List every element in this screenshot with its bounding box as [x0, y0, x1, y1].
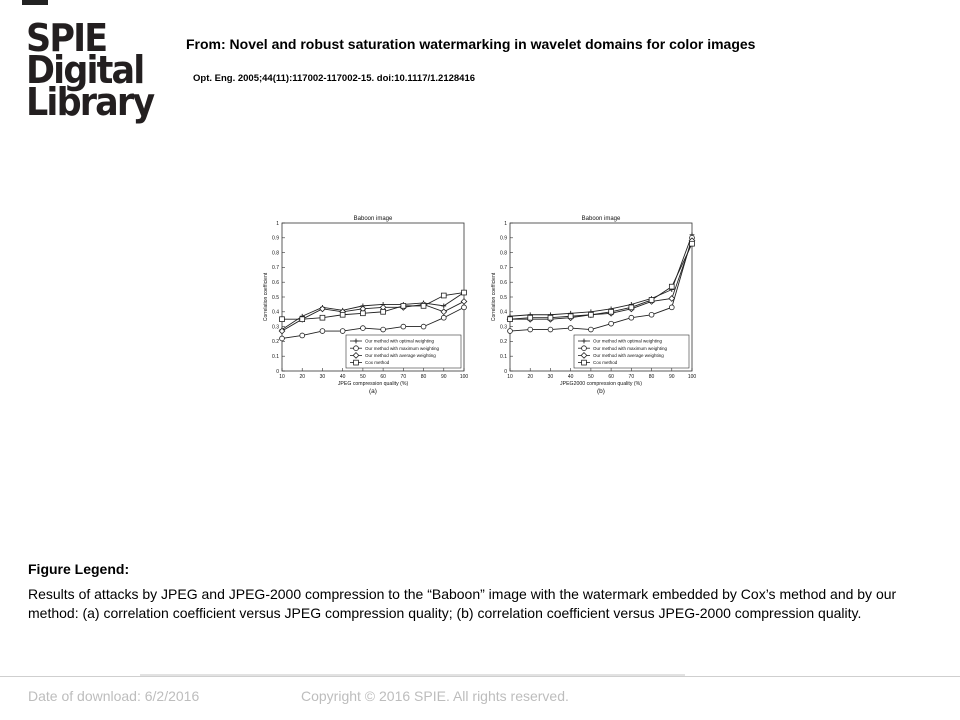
- panel-a-x-tick-label: 30: [319, 374, 326, 380]
- panel-b-y-tick-label: 0: [504, 368, 507, 375]
- logo-line-library: Library: [26, 80, 154, 124]
- download-date: Date of download: 6/2/2016: [28, 688, 200, 704]
- panel-a-data-point-square: [360, 311, 365, 316]
- panel-a-y-axis-label: Correlation coefficient: [263, 272, 269, 322]
- panel-b-x-tick-label: 70: [628, 374, 635, 380]
- panel-a-data-point-square: [401, 303, 406, 308]
- panel-b-x-tick-label: 80: [648, 374, 655, 380]
- panel-b-x-tick-label: 30: [547, 374, 554, 380]
- panel-a-data-point-square: [441, 293, 446, 298]
- copyright-notice: Copyright © 2016 SPIE. All rights reserved.: [301, 688, 569, 704]
- panel-b-data-point-circle: [528, 327, 533, 332]
- figure-legend-text: Results of attacks by JPEG and JPEG-2000 compression to the “Baboon” image with the watermark embedded by Cox’s method and by our method: (a) correlation coefficient versus JPEG compression quality; (b) correlation coefficient versus JPEG-2000 compression quality.: [28, 586, 897, 621]
- panel-b-data-point-square: [568, 314, 573, 319]
- panel-b-x-tick-label: 100: [687, 374, 697, 380]
- panel-b-legend-entry: Cox method: [593, 360, 618, 366]
- panel-a-x-tick-label: 10: [279, 374, 285, 380]
- panel-b-y-tick-label: 0.9: [500, 235, 507, 242]
- panel-b-data-point-square: [508, 317, 513, 322]
- panel-b-data-point-circle: [508, 329, 513, 334]
- panel-b-y-tick-label: 0.3: [500, 324, 507, 331]
- panel-a-x-tick-label: 60: [380, 374, 386, 380]
- panel-a-y-tick-label: 1: [276, 220, 279, 227]
- panel-a-data-point-circle: [340, 329, 345, 334]
- panel-a-chart-title: Baboon image: [353, 216, 393, 222]
- panel-b-y-tick-label: 0.4: [500, 309, 507, 316]
- panel-b-data-point-square: [588, 312, 593, 317]
- panel-b-x-tick-label: 20: [527, 374, 534, 380]
- figure-svg: [258, 210, 702, 400]
- panel-b-legend-entry: Our method with optimal weighting: [593, 338, 663, 344]
- top-accent-bar: [22, 0, 48, 5]
- panel-a-data-point-circle: [360, 326, 365, 331]
- panel-a-x-tick-label: 40: [339, 374, 346, 380]
- panel-a-data-point-square: [340, 312, 345, 317]
- panel-a-data-point-circle: [421, 324, 426, 329]
- panel-b-data-point-square: [609, 309, 614, 314]
- panel-a-data-point-square: [320, 315, 325, 320]
- panel-b-x-tick-label: 10: [507, 374, 513, 380]
- panel-a-legend-entry: Our method with maximum weighting: [365, 345, 440, 351]
- panel-b-data-point-circle: [588, 327, 593, 332]
- panel-b-data-point-square: [548, 315, 553, 320]
- panel-b-data-point-circle: [629, 315, 634, 320]
- panel-b-y-tick-label: 0.1: [500, 354, 507, 360]
- panel-a-data-point-circle: [381, 327, 386, 332]
- panel-b-legend-marker-circle: [582, 346, 587, 351]
- panel-b-data-point-square: [669, 284, 674, 289]
- panel-a-data-point-circle: [441, 315, 446, 320]
- panel-a-y-tick-label: 0: [276, 368, 279, 375]
- panel-b-data-point-square: [629, 305, 634, 310]
- panel-a-legend-entry: Cox method: [365, 360, 390, 366]
- panel-a-x-tick-label: 70: [400, 374, 407, 380]
- panel-a-y-tick-label: 0.5: [272, 294, 279, 301]
- panel-b-x-axis-label: JPEG2000 compression quality (%): [560, 381, 642, 387]
- panel-b-x-tick-label: 60: [608, 374, 614, 380]
- panel-a-legend-marker-square: [354, 360, 359, 365]
- panel-b-data-point-square: [649, 298, 654, 303]
- panel-b-x-tick-label: 90: [668, 374, 675, 380]
- panel-b-y-axis-label: Correlation coefficient: [491, 272, 497, 322]
- panel-a-legend-marker-circle: [354, 346, 359, 351]
- panel-a-data-point-square: [280, 317, 285, 322]
- panel-a-y-tick-label: 0.2: [272, 339, 279, 346]
- footer-divider: [0, 676, 960, 677]
- panel-a-data-point-square: [300, 317, 305, 322]
- panel-b-x-tick-label: 40: [567, 374, 574, 380]
- panel-b-data-point-circle: [669, 305, 674, 310]
- panel-a-x-tick-label: 80: [420, 374, 427, 380]
- panel-a-y-tick-label: 0.6: [272, 280, 279, 286]
- panel-a-y-tick-label: 0.7: [272, 265, 279, 272]
- panel-a-y-tick-label: 0.8: [272, 250, 279, 257]
- article-citation: Opt. Eng. 2005;44(11):117002-117002-15. doi:10.1117/1.2128416: [193, 73, 476, 84]
- figure-legend-heading: Figure Legend:: [28, 561, 130, 577]
- logo-line-spie: SPIE: [26, 16, 107, 60]
- logo-line-digital: Digital: [26, 48, 144, 92]
- figure: [258, 210, 702, 400]
- panel-b-legend-entry: Our method with maximum weighting: [593, 345, 668, 351]
- panel-b-panel-label: (b): [597, 388, 605, 395]
- panel-a-x-tick-label: 20: [299, 374, 306, 380]
- panel-a-x-tick-label: 100: [459, 374, 469, 380]
- panel-b-data-point-square: [528, 315, 533, 320]
- panel-b-y-tick-label: 0.5: [500, 294, 507, 301]
- panel-a-y-tick-label: 0.9: [272, 235, 279, 242]
- panel-a-x-tick-label: 50: [360, 374, 366, 380]
- panel-b-legend-marker-square: [582, 360, 587, 365]
- panel-b-data-point-circle: [548, 327, 553, 332]
- panel-a-data-point-square: [421, 303, 426, 308]
- panel-a-data-point-circle: [320, 329, 325, 334]
- panel-a-panel-label: (a): [369, 388, 377, 395]
- panel-b-y-tick-label: 0.7: [500, 265, 507, 272]
- panel-a-data-point-square: [462, 290, 467, 295]
- panel-a-data-point-circle: [280, 336, 285, 341]
- panel-a-legend-entry: Our method with optimal weighting: [365, 338, 435, 344]
- panel-b-y-tick-label: 1: [504, 220, 507, 227]
- panel-a-data-point-circle: [462, 305, 467, 310]
- spie-digital-library-logo[interactable]: [26, 16, 156, 124]
- panel-b-y-tick-label: 0.6: [500, 280, 507, 286]
- panel-b-data-point-square: [690, 241, 695, 246]
- panel-a-x-tick-label: 90: [440, 374, 447, 380]
- panel-b-data-point-circle: [568, 326, 573, 331]
- panel-a-x-axis-label: JPEG compression quality (%): [337, 381, 409, 387]
- panel-b-x-tick-label: 50: [588, 374, 594, 380]
- panel-a-data-point-square: [381, 309, 386, 314]
- panel-a-data-point-circle: [401, 324, 406, 329]
- panel-b-legend-entry: Our method with average weighting: [593, 353, 664, 358]
- panel-b-y-tick-label: 0.8: [500, 250, 507, 257]
- panel-a-y-tick-label: 0.1: [272, 354, 279, 360]
- panel-a-y-tick-label: 0.4: [272, 309, 279, 316]
- panel-a-data-point-circle: [300, 333, 305, 338]
- panel-b-data-point-circle: [609, 321, 614, 326]
- article-title: From: Novel and robust saturation watermarking in wavelet domains for color images: [186, 36, 756, 52]
- panel-b-y-tick-label: 0.2: [500, 339, 507, 346]
- panel-a-y-tick-label: 0.3: [272, 324, 279, 331]
- panel-b-data-point-circle: [649, 312, 654, 317]
- panel-a-legend-entry: Our method with average weighting: [365, 353, 436, 358]
- panel-b-chart-title: Baboon image: [581, 216, 621, 222]
